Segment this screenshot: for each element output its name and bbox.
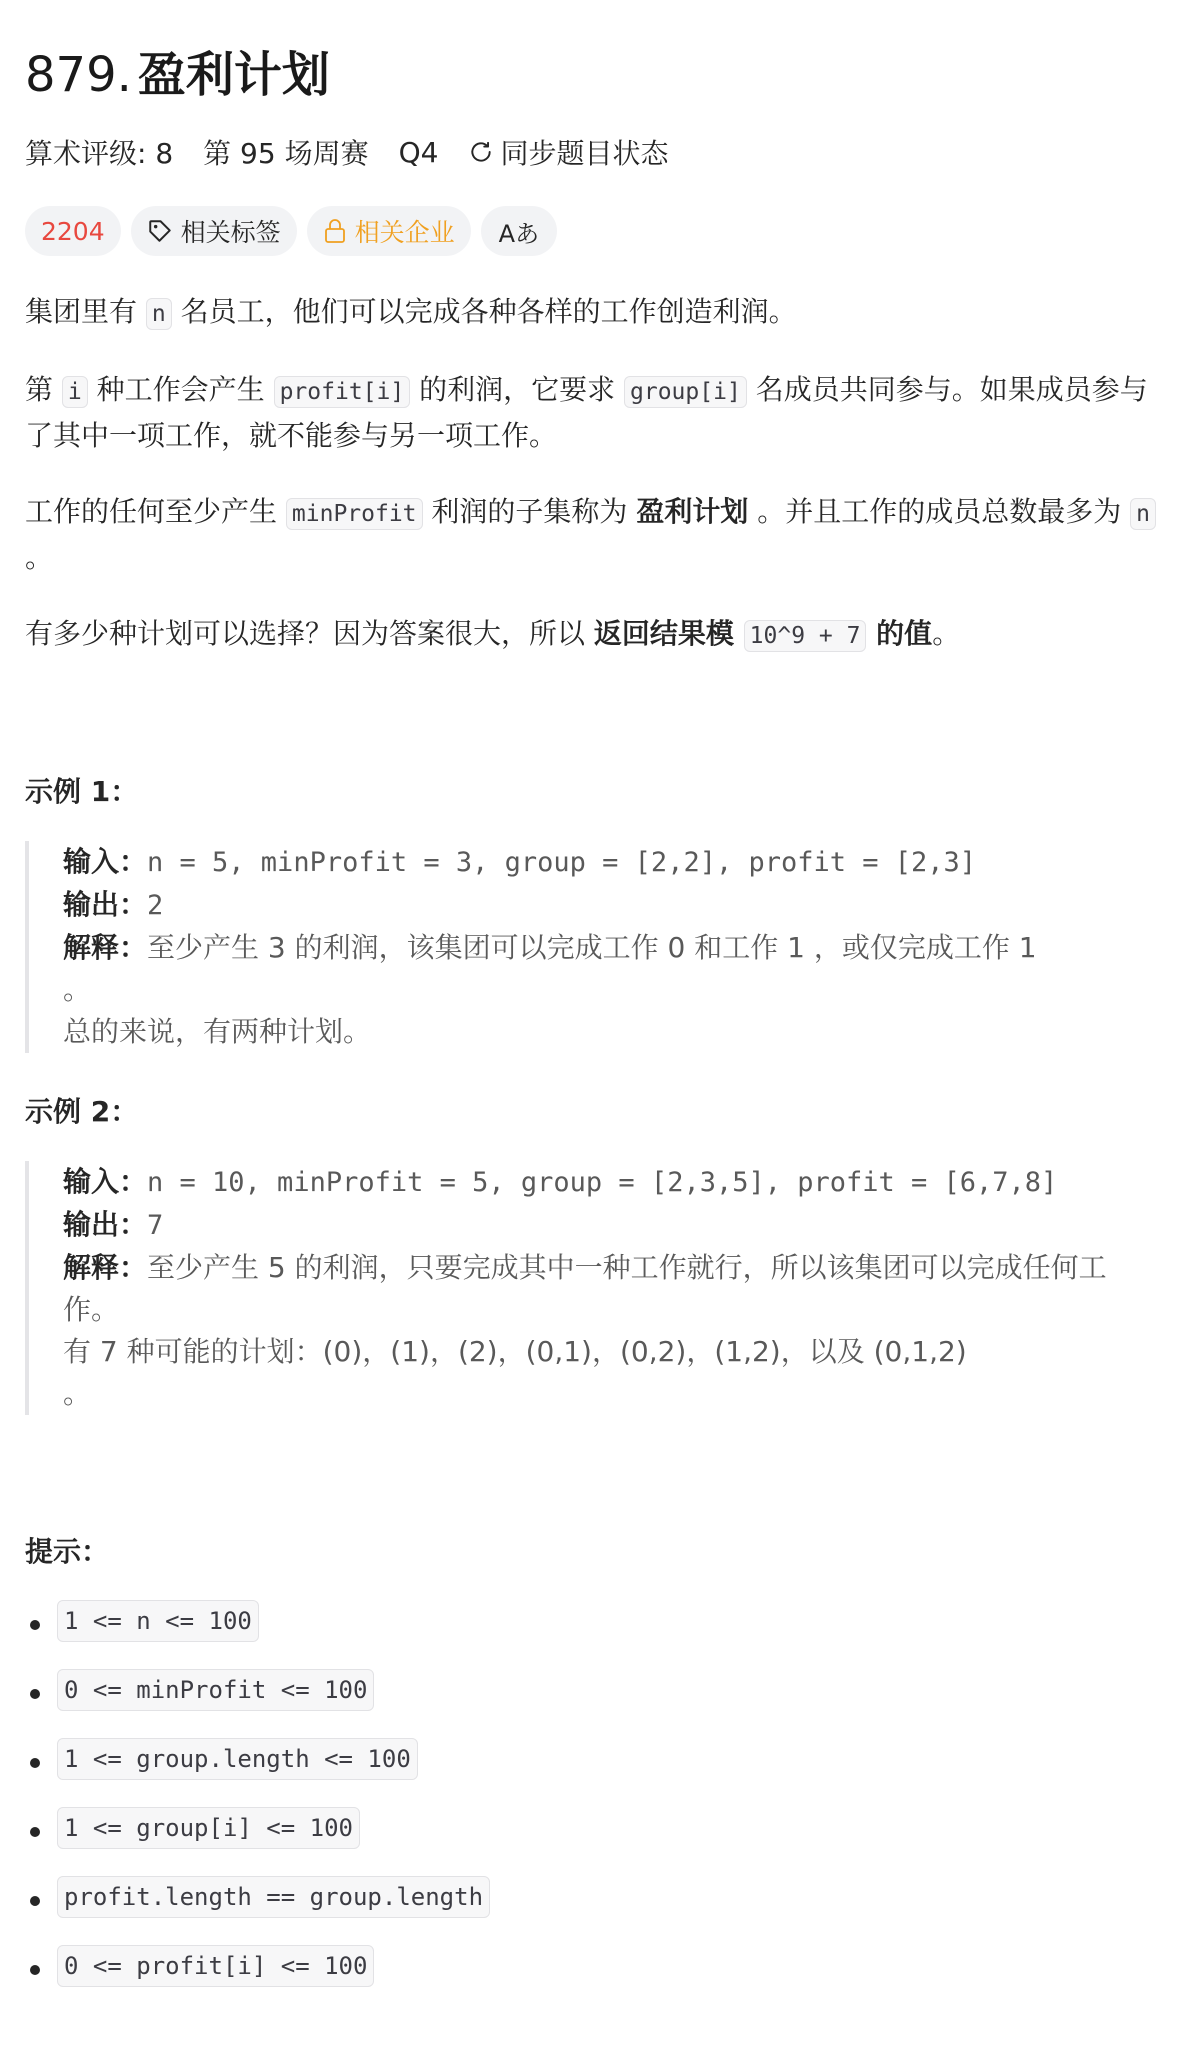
inline-code: i bbox=[62, 376, 88, 408]
input-value: n = 5, minProfit = 3, group = [2,2], profit = [2,3] bbox=[147, 847, 977, 878]
tag-icon bbox=[147, 218, 173, 244]
text: 第 bbox=[25, 373, 62, 406]
related-companies-button[interactable] bbox=[307, 206, 471, 256]
text: 名员工，他们可以完成各种各样的工作创造利润。 bbox=[171, 295, 797, 328]
inline-code: n bbox=[146, 298, 172, 330]
output-value: 2 bbox=[147, 890, 164, 921]
text: 集团里有 bbox=[25, 295, 146, 328]
text: 工作的任何至少产生 bbox=[25, 495, 286, 528]
hint-code: 0 <= profit[i] <= 100 bbox=[57, 1945, 374, 1987]
problem-name[interactable]: 盈利计划 bbox=[137, 47, 330, 103]
inline-code: n bbox=[1130, 498, 1156, 530]
tags-row bbox=[25, 206, 567, 256]
example-1-heading: 示例 1： bbox=[25, 775, 139, 808]
text: 有多少种计划可以选择？因为答案很大，所以 bbox=[25, 617, 594, 650]
hint-code: 1 <= group[i] <= 100 bbox=[57, 1807, 360, 1849]
example-explain-line: 作。 bbox=[63, 1293, 120, 1326]
input-label: 输入： bbox=[63, 845, 148, 878]
question-index: Q4 bbox=[398, 135, 439, 169]
problem-title bbox=[25, 36, 330, 103]
example-explain-line bbox=[63, 1247, 1175, 1289]
example-input-line bbox=[63, 841, 1175, 884]
bold-text: 的值 bbox=[866, 617, 933, 650]
example-output-line bbox=[63, 1204, 1175, 1247]
example-explain-line: 有 7 种可能的计划：(0)，(1)，(2)，(0,1)，(0,2)，(1,2)，以及 (0,1,2) bbox=[63, 1335, 967, 1368]
problem-number: 879. bbox=[25, 47, 132, 103]
list-item bbox=[25, 1669, 490, 1738]
text: 利润的子集称为 bbox=[422, 495, 637, 528]
example-explain-line: 总的来说，有两种计划。 bbox=[63, 1015, 372, 1048]
problem-meta bbox=[25, 132, 698, 172]
example-input-line bbox=[63, 1161, 1175, 1204]
lock-icon bbox=[323, 218, 347, 244]
hint-code: 1 <= n <= 100 bbox=[57, 1600, 259, 1642]
output-label: 输出： bbox=[63, 1208, 148, 1241]
arithmetic-rating: 算术评级: 8 bbox=[25, 137, 174, 170]
description-paragraph-1 bbox=[25, 290, 1175, 336]
inline-code: 10^9 + 7 bbox=[744, 620, 867, 652]
list-item bbox=[25, 1945, 490, 2014]
bold-text: 返回结果模 bbox=[593, 617, 744, 650]
explain-text: 至少产生 3 的利润，该集团可以完成工作 0 和工作 1 ，或仅完成工作 1 bbox=[147, 931, 1037, 964]
example-explain-line: 。 bbox=[63, 1377, 92, 1410]
list-item bbox=[25, 1807, 490, 1876]
input-value: n = 10, minProfit = 5, group = [2,3,5], profit = [6,7,8] bbox=[147, 1167, 1058, 1198]
hints-heading: 提示： bbox=[25, 1535, 110, 1568]
bold-text: 盈利计划 bbox=[636, 495, 749, 528]
text: 的利润，它要求 bbox=[410, 373, 625, 406]
inline-code: profit[i] bbox=[274, 376, 411, 408]
description-paragraph-4 bbox=[25, 612, 1175, 658]
example-1-block bbox=[25, 841, 1175, 1053]
inline-code: group[i] bbox=[624, 376, 747, 408]
explain-label: 解释： bbox=[63, 1251, 148, 1284]
input-label: 输入： bbox=[63, 1165, 148, 1198]
text: 名成员共同参与。如果成员参与了其中一项工作，就不能参与另一项工作。 bbox=[25, 373, 1148, 452]
explain-text: 至少产生 5 的利润，只要完成其中一种工作就行，所以该集团可以完成任何工 bbox=[147, 1251, 1107, 1284]
output-label: 输出： bbox=[63, 888, 148, 921]
description-paragraph-3 bbox=[25, 490, 1175, 580]
contest-link[interactable]: 第 95 场周赛 bbox=[203, 137, 369, 170]
sync-status-button[interactable] bbox=[468, 132, 668, 172]
explain-label: 解释： bbox=[63, 931, 148, 964]
difficulty-rating-badge bbox=[25, 206, 121, 256]
rating-value: 2204 bbox=[41, 216, 105, 246]
translate-button[interactable] bbox=[481, 206, 557, 256]
translate-icon: Aあ bbox=[498, 219, 540, 248]
list-item bbox=[25, 1738, 490, 1807]
hint-code: 1 <= group.length <= 100 bbox=[57, 1738, 418, 1780]
hint-code: 0 <= minProfit <= 100 bbox=[57, 1669, 374, 1711]
text: 。 bbox=[932, 617, 961, 650]
related-tags-label: 相关标签 bbox=[180, 218, 281, 247]
text: 种工作会产生 bbox=[87, 373, 274, 406]
list-item bbox=[25, 1600, 490, 1669]
hints-list bbox=[25, 1600, 490, 2014]
hint-code: profit.length == group.length bbox=[57, 1876, 490, 1918]
example-2-heading: 示例 2： bbox=[25, 1095, 139, 1128]
list-item bbox=[25, 1876, 490, 1945]
example-explain-line bbox=[63, 927, 1175, 969]
related-companies-label: 相关企业 bbox=[354, 218, 455, 247]
text: 。 bbox=[25, 541, 54, 574]
inline-code: minProfit bbox=[286, 498, 423, 530]
description-paragraph-2 bbox=[25, 368, 1175, 458]
example-explain-line: 。 bbox=[63, 973, 92, 1006]
refresh-icon bbox=[468, 139, 494, 165]
related-tags-button[interactable] bbox=[131, 206, 297, 256]
output-value: 7 bbox=[147, 1210, 164, 1241]
sync-status-label: 同步题目状态 bbox=[500, 137, 669, 170]
text: 。并且工作的成员总数最多为 bbox=[748, 495, 1131, 528]
example-2-block bbox=[25, 1161, 1175, 1415]
example-output-line bbox=[63, 884, 1175, 927]
